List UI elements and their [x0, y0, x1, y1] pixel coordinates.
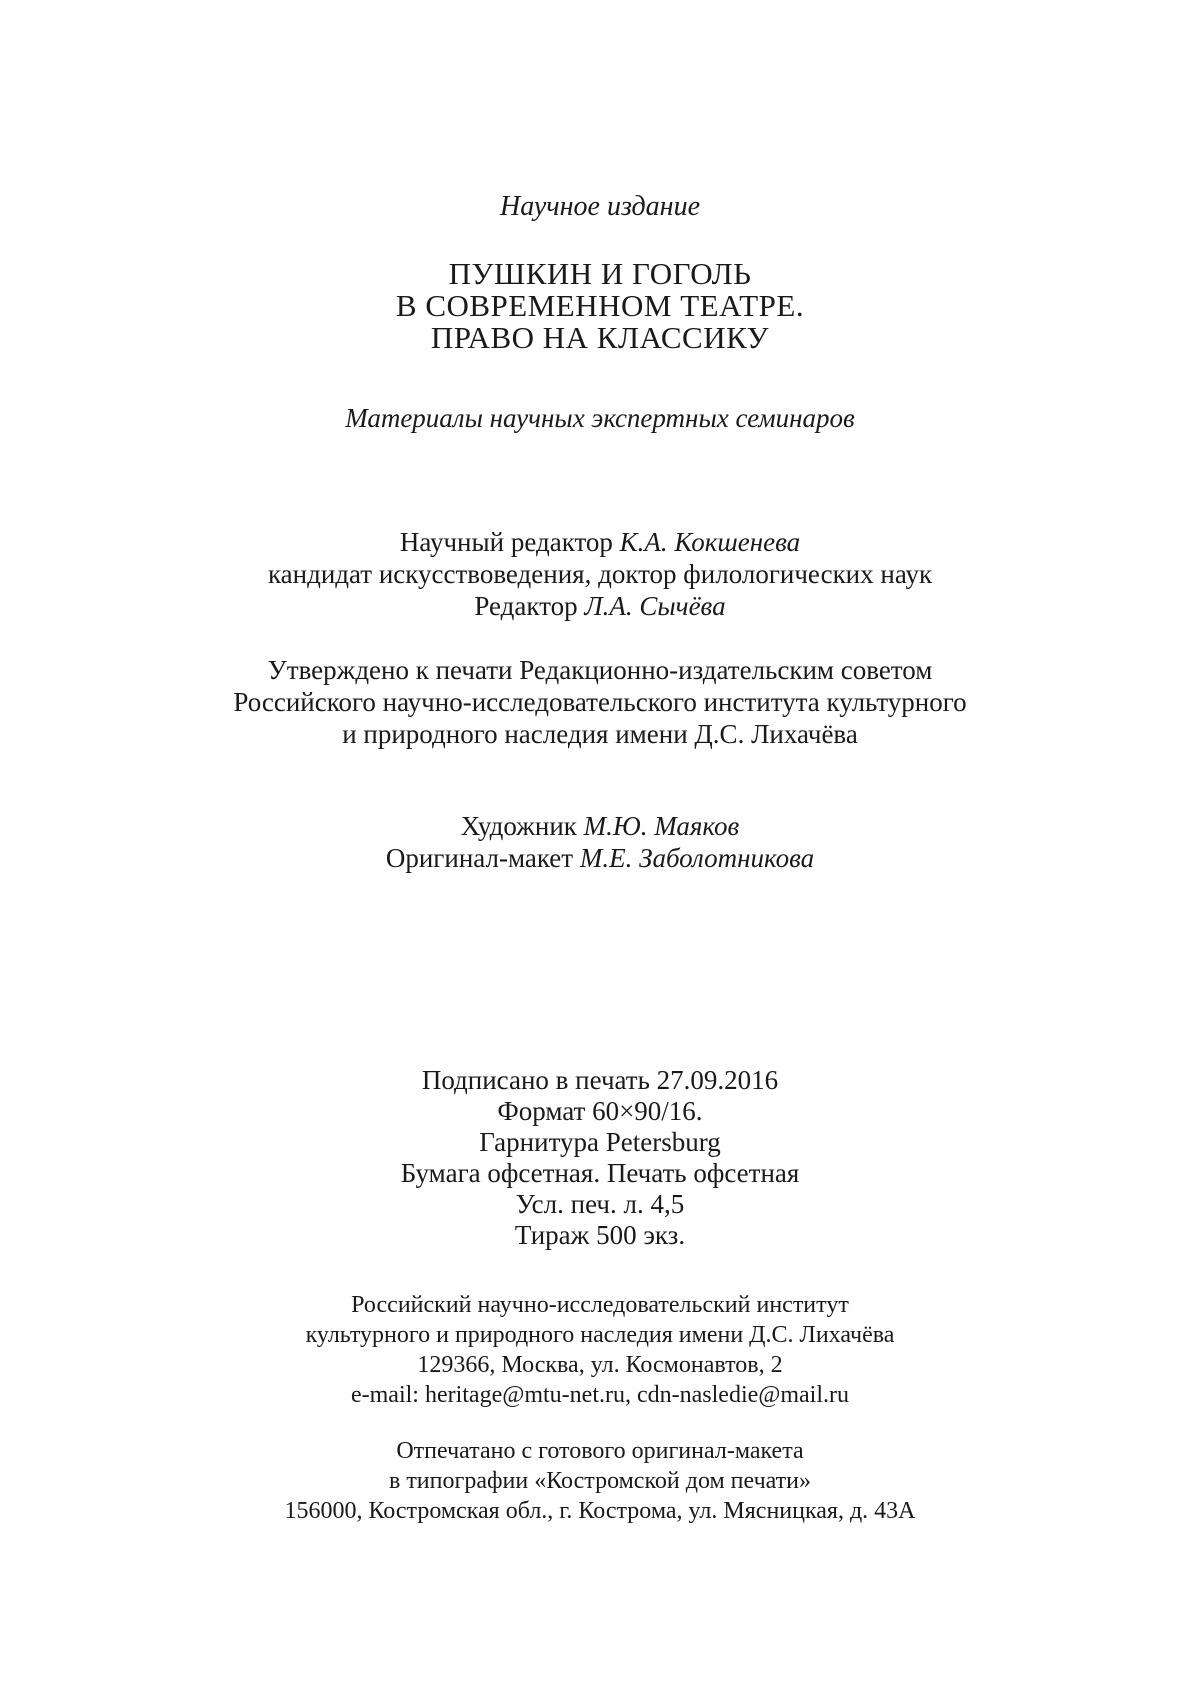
approval-line-1: Утверждено к печати Редакционно-издательским советом	[267, 655, 933, 685]
printer-line-1: Отпечатано с готового оригинал-макета	[396, 1438, 804, 1464]
layout-line	[0, 842, 1200, 874]
artist-line	[0, 810, 1200, 842]
layout-name: М.Е. Заболотникова	[579, 843, 815, 873]
printer-line-2: в типографии «Костромской дом печати»	[388, 1468, 812, 1494]
publisher-address: 129366, Москва, ул. Космонавтов, 2	[417, 1352, 783, 1378]
publication-type: Научное издание	[500, 191, 700, 222]
title-line-2: В СОВРЕМЕННОМ ТЕАТРЕ.	[395, 288, 805, 323]
title-line-1: ПУШКИН И ГОГОЛЬ	[448, 256, 752, 291]
print-spec-signed: Подписано в печать 27.09.2016	[421, 1065, 779, 1095]
layout-label: Оригинал-макет	[385, 843, 574, 873]
title-line-3: ПРАВО НА КЛАССИКУ	[430, 320, 770, 355]
print-spec-typeface: Гарнитура Petersburg	[479, 1127, 721, 1157]
print-spec-paper: Бумага офсетная. Печать офсетная	[400, 1158, 800, 1188]
artist-name: М.Ю. Маяков	[583, 811, 740, 841]
print-spec-run: Тираж 500 экз.	[514, 1220, 686, 1250]
publisher-email: e-mail: heritage@mtu-net.ru, cdn-nasledie@mail.ru	[350, 1382, 850, 1408]
approval-line-3: и природного наследия имени Д.С. Лихачёва	[342, 719, 858, 749]
editor-label: Редактор	[474, 591, 578, 621]
printer-address: 156000, Костромская обл., г. Кострома, ул. Мясницкая, д. 43А	[284, 1498, 916, 1524]
science-editor-label: Научный редактор	[399, 527, 613, 557]
science-editor-line	[0, 526, 1200, 558]
publisher-line-1: Российский научно-исследовательский институт	[351, 1292, 849, 1318]
editor-name: Л.А. Сычёва	[584, 591, 726, 621]
publisher-line-2: культурного и природного наследия имени Д.С. Лихачёва	[305, 1322, 895, 1348]
science-editor-degree: кандидат искусствоведения, доктор филологических наук	[267, 559, 933, 589]
editor-line	[0, 590, 1200, 622]
subtitle: Материалы научных экспертных семинаров	[345, 403, 855, 433]
print-spec-sheets: Усл. печ. л. 4,5	[515, 1189, 685, 1219]
approval-line-2: Российского научно-исследовательского института культурного	[233, 687, 967, 717]
print-spec-format: Формат 60×90/16.	[497, 1096, 703, 1126]
science-editor-name: К.А. Кокшенева	[619, 527, 801, 557]
artist-label: Художник	[460, 811, 577, 841]
